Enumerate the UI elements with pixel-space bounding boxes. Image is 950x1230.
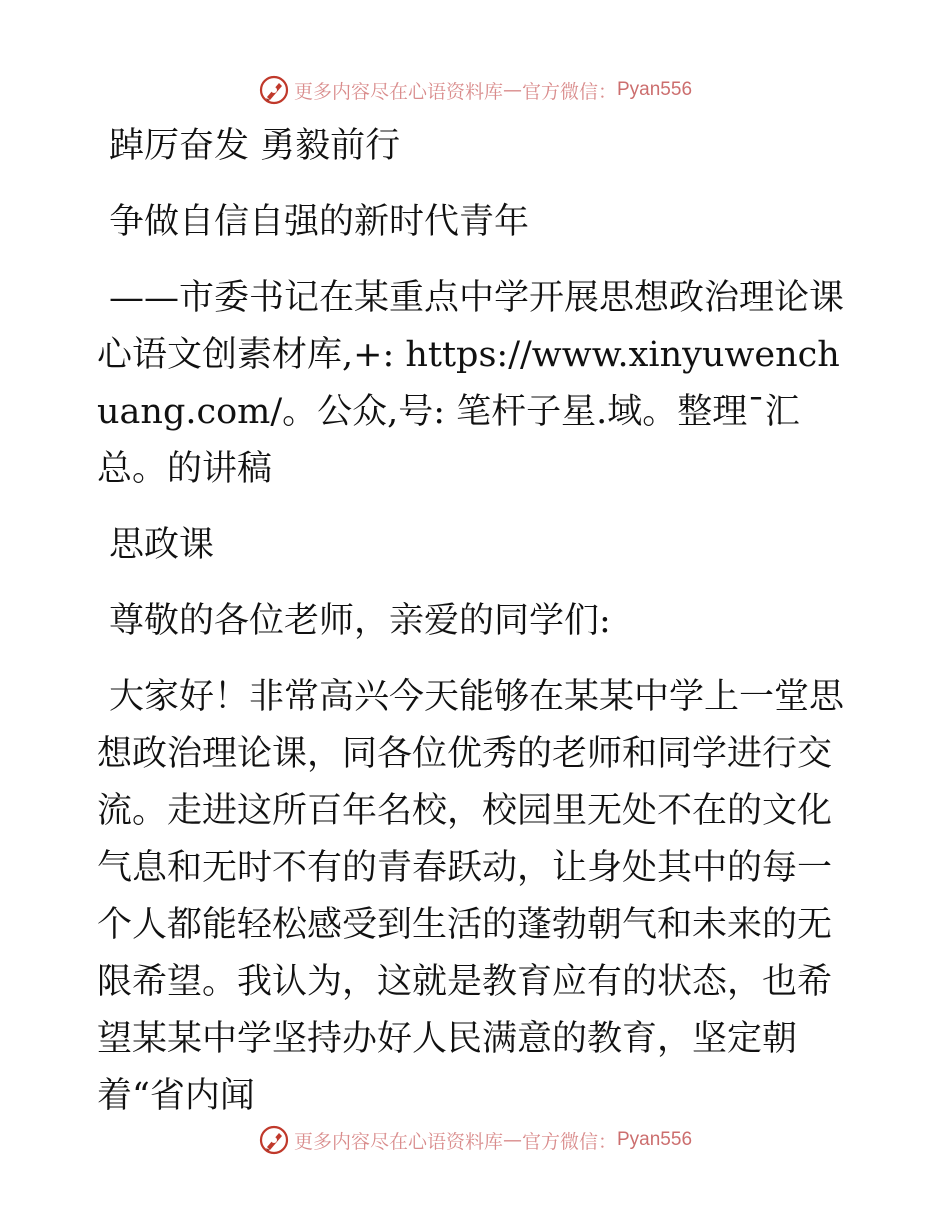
watermark-text: 更多内容尽在心语资料库 — [293, 80, 503, 103]
body-paragraph: 大家好！非常高兴今天能够在某某中学上一堂思想政治理论课，同各位优秀的老师和同学进行交流。走进这所百年名校，校园里无处不在的文化气息和无时不有的青春跃动，让身处其中的每一个人都能轻松感受到生活的蓬勃朝气和未来的无限希望。我认为，这就是教育应有的状态，也希望某某中学坚持办好人民满意的教育，坚定朝着“省内闻 — [97, 677, 845, 1116]
watermark-separator: — — [502, 79, 522, 101]
watermark-contact-label: 官方微信： — [521, 80, 617, 103]
watermark-contact-label: 官方微信： — [521, 1130, 617, 1153]
subtitle-tail: 思政课 — [109, 525, 215, 565]
title-line-2: 争做自信自强的新时代青年 — [109, 202, 530, 242]
footer-watermark — [0, 1120, 950, 1160]
document-body — [97, 118, 857, 1125]
title-line-1: 踔厉奋发 勇毅前行 — [109, 126, 401, 166]
subtitle: ——市委书记在某重点中学开展思想政治理论课心语文创素材库,+: https://www.xinyuwenchuang.com/。公众,号: 笔杆子星.域。整理¯汇总。的讲稿 — [97, 278, 845, 489]
watermark-contact-id: Pyan556 — [617, 79, 693, 100]
pen-logo-icon — [258, 74, 290, 106]
watermark-text: 更多内容尽在心语资料库 — [293, 1130, 503, 1153]
header-watermark — [0, 70, 950, 110]
pen-logo-icon — [258, 1124, 290, 1156]
watermark-separator: — — [502, 1129, 522, 1151]
salutation: 尊敬的各位老师，亲爱的同学们: — [109, 601, 611, 641]
watermark-contact-id: Pyan556 — [617, 1129, 693, 1150]
